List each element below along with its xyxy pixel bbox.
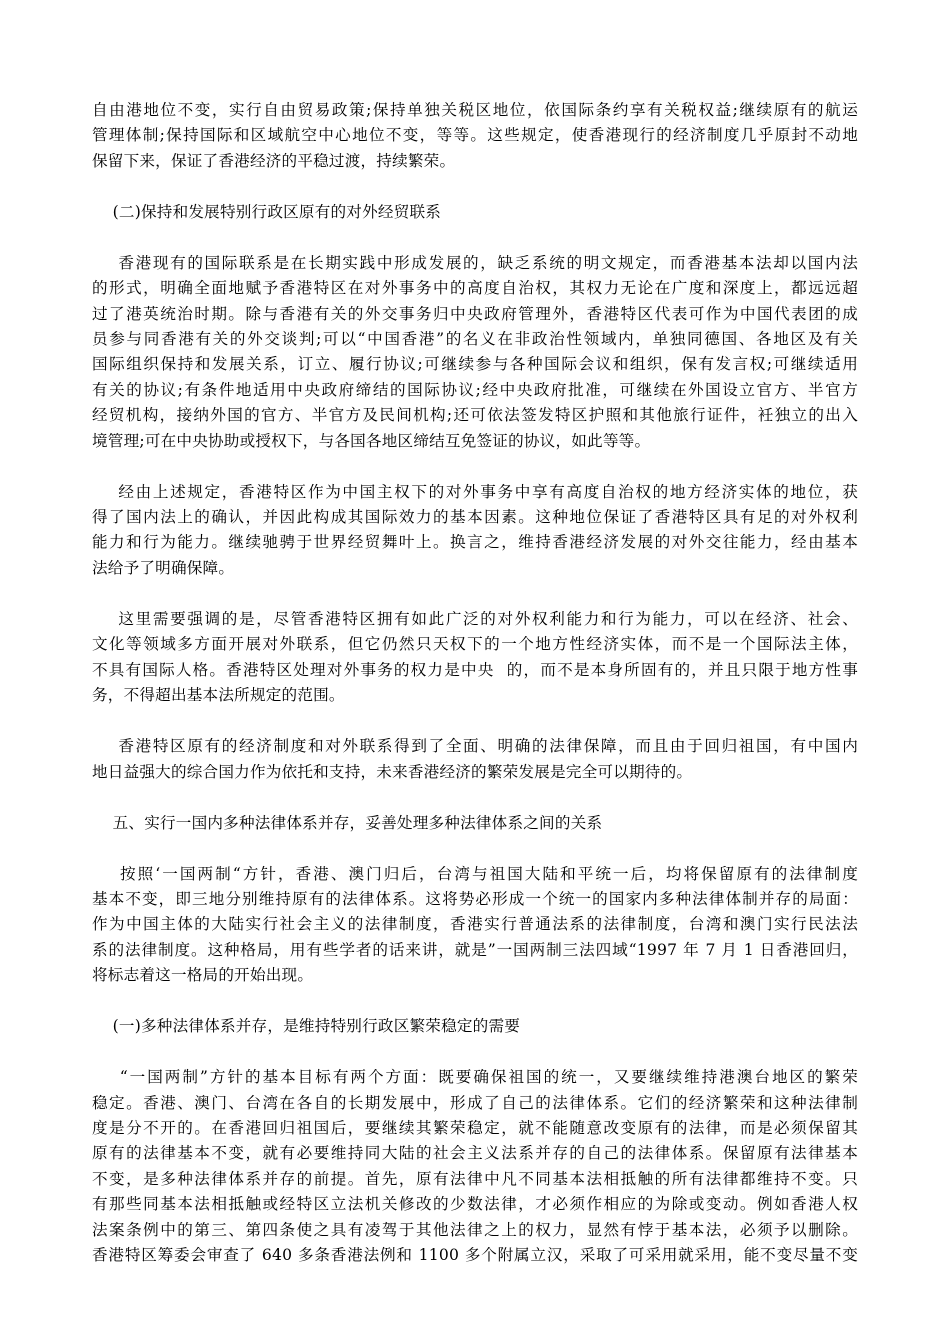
text-line: 原有的法律基本不变，就有必要维持同大陆的社会主义法系并存的自己的法律体系。保留原有法律基本 [92,1144,858,1163]
text-line: 能力和行为能力。继续驰骋于世界经贸舞叶上。换言之，维持香港经济发展的对外交往能力，经由基本 [92,533,858,552]
document-page [92,98,858,1294]
text-line: 不变，是多种法律体系并存的前提。首先，原有法律中凡不同基本法相抵触的所有法律都维持不变。只 [92,1169,858,1188]
text-line: 经由上述规定，香港特区作为中国主权下的对外事务中享有高度自治权的地方经济实体的地位，获 [92,482,858,501]
text-line: 经贸机构，接纳外国的官方、半官方及民间机构;还可依法签发特区护照和其他旅行证件，衽独立的出入 [92,406,858,425]
paragraph-international-links [92,251,858,454]
paragraph-basic-goals [92,1065,858,1268]
text-line: 香港特区筹委会审查了 640 多条香港法例和 1100 多个附属立汉，采取了可采用就采用，能不变尽量不变 [92,1245,858,1264]
section-heading-multiple-legal-systems [92,811,858,836]
text-line: 境管理;可在中央协助或授权下，与各国各地区缔结互免签证的协议，如此等等。 [92,431,651,450]
paragraph-legal-guarantee [92,734,858,785]
text-line: 不具有国际人格。香港特区处理对外事务的权力是中央 的，而不是本身所固有的，并且只限于地方性事 [92,660,858,679]
heading-text: (二)保持和发展特别行政区原有的对外经贸联系 [92,202,442,221]
section-heading-coexistence-need [92,1014,858,1039]
text-line: 得了国内法上的确认，并因此构成其国际效力的基本因素。这种地位保证了香港特区具有足的对外权利 [92,508,858,527]
text-line: 基本不变，即三地分别维持原有的法律体系。这将势必形成一个统一的国家内多种法律体制并存的局面： [92,889,858,908]
text-line: 员参与同香港有关的外交谈判;可以“中国香港”的名义在非政治性领域内，单独同德国、各地区及有关 [92,330,858,349]
text-line: 有那些同基本法相抵触或经特区立法机关修改的少数法律，才必须作相应的为除或变动。例如香港人权 [92,1195,858,1214]
text-line: 香港特区原有的经济制度和对外联系得到了全面、明确的法律保障，而且由于回归祖国，有中国内 [92,737,858,756]
text-line: 法给予了明确保障。 [92,558,235,577]
text-line: 文化等领域多方面开展对外联系，但它仍然只天权下的一个地方性经济实体，而不是一个国际法主体， [92,635,858,654]
text-line: 将标志着这一格局的开始出现。 [92,966,314,985]
paragraph-not-international-subject [92,607,858,709]
section-heading-external-trade [92,200,858,225]
text-line: 国际组织保持和发展关系，订立、履行协议;可继续参与各种国际会议和组织，保有发言权;可继续适用 [92,355,858,374]
heading-text: (一)多种法律体系并存，是维持特别行政区繁荣稳定的需要 [92,1017,521,1036]
text-line: 管理体制;保持国际和区域航空中心地位不变，等等。这些规定，使香港现行的经济制度几乎原封不动地 [92,126,858,145]
text-line: 系的法律制度。这种格局，用有些学者的话来讲，就是”一国两制三法四域“1997 年 7 月 1 日香港回归， [92,940,858,959]
text-line: 香港现有的国际联系是在长期实践中形成发展的，缺乏系统的明文规定，而香港基本法却以国内法 [92,253,858,272]
text-line: 自由港地位不变，实行自由贸易政策;保持单独关税区地位，依国际条约享有关税权益;继续原有的航运 [92,101,858,119]
text-line: 务，不得超出基本法所规定的范围。 [92,686,345,705]
text-line: 的形式，明确全面地赋予香港特区在对外事务中的高度自治权，其权力无论在广度和深度上，都远远超 [92,279,858,298]
text-line: 有关的协议;有条件地适用中央政府缔结的国际协议;经中央政府批准，可继续在外国设立官方、半官方 [92,380,858,399]
paragraph-economic-system-end [92,98,858,174]
text-line: 稳定。香港、澳门、台湾在各自的长期发展中，形成了自己的法律体系。它们的经济繁荣和这种法律制 [92,1093,858,1112]
text-line: 作为中国主体的大陆实行社会主义的法律制度，香港实行普通法系的法律制度，台湾和澳门实行民法法 [92,915,858,934]
heading-text: 五、实行一国内多种法律体系并存，妥善处理多种法律体系之间的关系 [92,813,603,832]
paragraph-economic-entity-status [92,480,858,582]
text-line: 法案条例中的第三、第四条使之具有凌驾于其他法律之上的权力，显然有悖于基本法，必须予以删除。 [92,1220,858,1239]
text-line: 地日益强大的综合国力作为依托和支持，未来香港经济的繁荣发展是完全可以期待的。 [92,762,693,781]
text-line: 过了港英统治时期。除与香港有关的外交事务归中央政府管理外，香港特区代表可作为中国代表团的成 [92,304,858,323]
text-line: 这里需要强调的是，尽管香港特区拥有如此广泛的对外权利能力和行为能力，可以在经济、社会、 [92,609,858,628]
text-line: 度是分不开的。在香港回归祖国后，要继续其繁荣稳定，就不能随意改变原有的法律，而是必须保留其 [92,1118,858,1137]
text-line: “一国两制”方针的基本目标有两个方面：既要确保祖国的统一，又要继续维持港澳台地区的繁荣 [92,1068,858,1087]
paragraph-one-country-two-systems [92,862,858,989]
text-line: 按照‘一国两制“方针，香港、澳门归后，台湾与祖国大陆和平统一后，均将保留原有的法律制度 [92,864,858,883]
text-line: 保留下来，保证了香港经济的平稳过渡，持续繁荣。 [92,151,456,170]
